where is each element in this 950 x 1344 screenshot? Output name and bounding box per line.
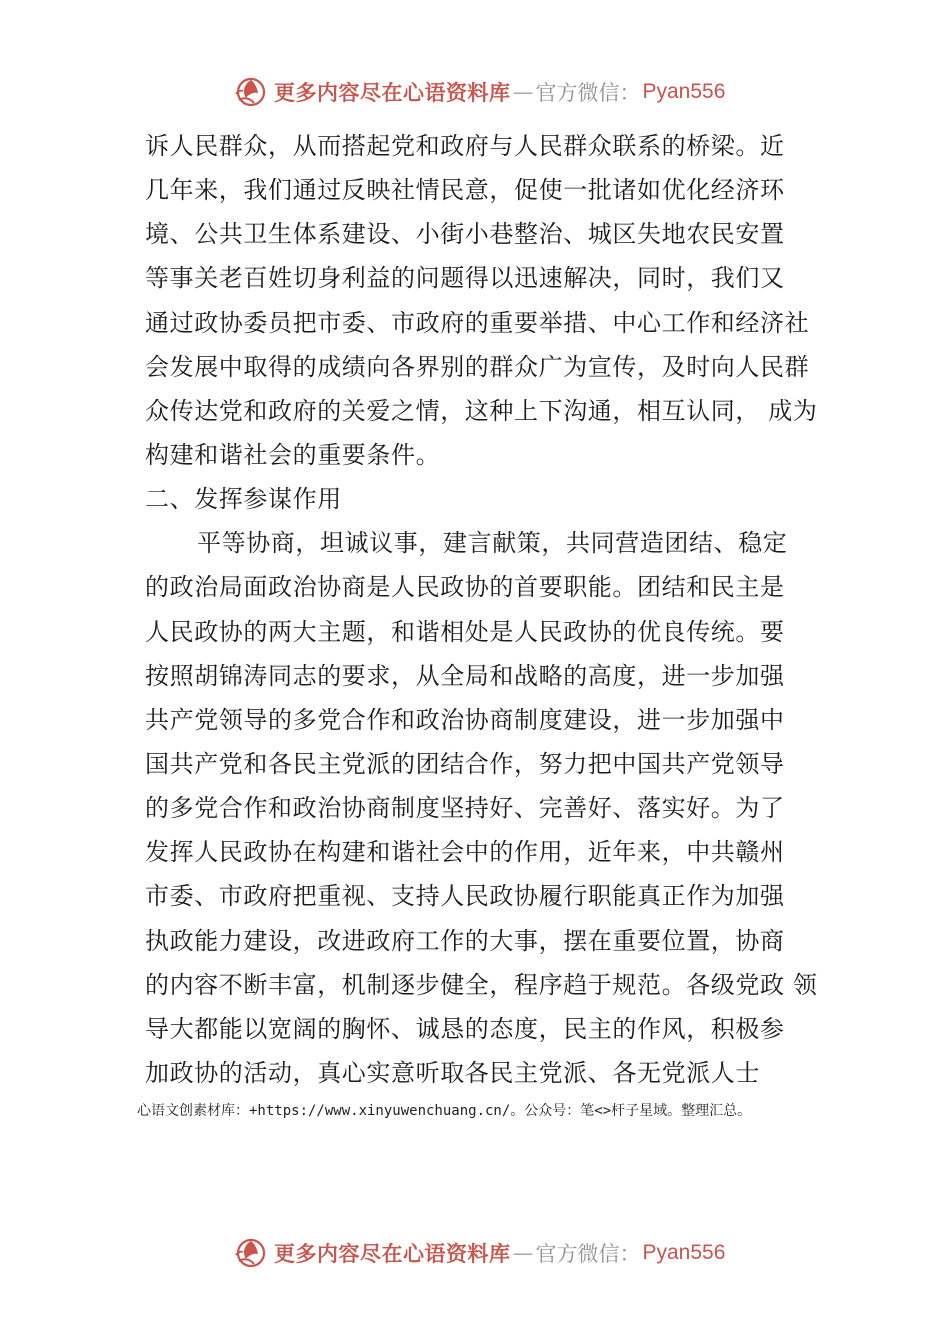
body-line: 几年来，我们通过反映社情民意，促使一批诸如优化经济环 xyxy=(145,176,785,205)
body-line: 市委、市政府把重视、支持人民政协履行职能真正作为加强 xyxy=(145,882,785,911)
body-line: 按照胡锦涛同志的要求，从全局和战略的高度，进一步加强 xyxy=(145,661,785,690)
document-body xyxy=(145,124,825,1095)
banner-text: 更多内容尽在心语资料库 xyxy=(274,1242,511,1266)
wechat-id: Pyan556 xyxy=(642,1241,726,1264)
body-line: 的内容不断丰富，机制逐步健全，程序趋于规范。各级党政 领 xyxy=(145,970,818,999)
wechat-label: 官方微信： xyxy=(535,1242,641,1266)
paragraph-first-line: 平等协商，坦诚议事，建言献策，共同营造团结、稳定 xyxy=(197,529,788,558)
body-line: 诉人民群众，从而搭起党和政府与人民群众联系的桥梁。近 xyxy=(145,132,785,160)
wechat-label: 官方微信： xyxy=(535,81,641,105)
body-line: 导大都能以宽阔的胸怀、诚恳的态度，民主的作风，积极参 xyxy=(145,1014,785,1043)
body-line: 等事关老百姓切身利益的问题得以迅速解决，同时，我们又 xyxy=(145,264,785,293)
body-line: 发挥人民政协在构建和谐社会中的作用，近年来，中共赣州 xyxy=(145,838,785,867)
body-line: 加政协的活动，真心实意听取各民主党派、各无党派人士 xyxy=(145,1058,760,1087)
body-line: 通过政协委员把市委、市政府的重要举措、中心工作和经济社 xyxy=(145,308,810,337)
body-line: 众传达党和政府的关爱之情，这种上下沟通，相互认同， 成为 xyxy=(145,396,818,425)
wechat-id: Pyan556 xyxy=(642,80,726,103)
section-heading: 二、发挥参谋作用 xyxy=(145,485,342,514)
banner-text: 更多内容尽在心语资料库 xyxy=(274,81,511,105)
body-line: 共产党领导的多党合作和政治协商制度建设，进一步加强中 xyxy=(145,705,785,734)
banner-separator: — xyxy=(512,1241,534,1265)
body-line: 境、公共卫生体系建设、小街小巷整治、城区失地农民安置 xyxy=(145,220,785,249)
body-line: 会发展中取得的成绩向各界别的群众广为宣传，及时向人民群 xyxy=(145,352,810,381)
flower-logo-icon xyxy=(232,1234,270,1272)
body-line: 的多党合作和政治协商制度坚持好、完善好、落实好。为了 xyxy=(145,794,785,823)
body-line: 国共产党和各民主党派的团结合作，努力把中国共产党领导 xyxy=(145,749,785,778)
footer-banner xyxy=(232,1231,725,1275)
body-line: 执政能力建设，改进政府工作的大事，摆在重要位置，协商 xyxy=(145,926,785,955)
banner-separator: — xyxy=(512,80,534,104)
body-line: 构建和谐社会的重要条件。 xyxy=(145,440,441,469)
body-line: 人民政协的两大主题，和谐相处是人民政协的优良传统。要 xyxy=(145,617,785,646)
source-note: 心语文创素材库：+https://www.xinyuwenchuang.cn/。公众号：笔<>杆子星域。整理汇总。 xyxy=(137,1103,752,1119)
header-banner xyxy=(232,70,725,114)
body-line: 的政治局面政治协商是人民政协的首要职能。团结和民主是 xyxy=(145,573,785,602)
flower-logo-icon xyxy=(232,73,270,111)
